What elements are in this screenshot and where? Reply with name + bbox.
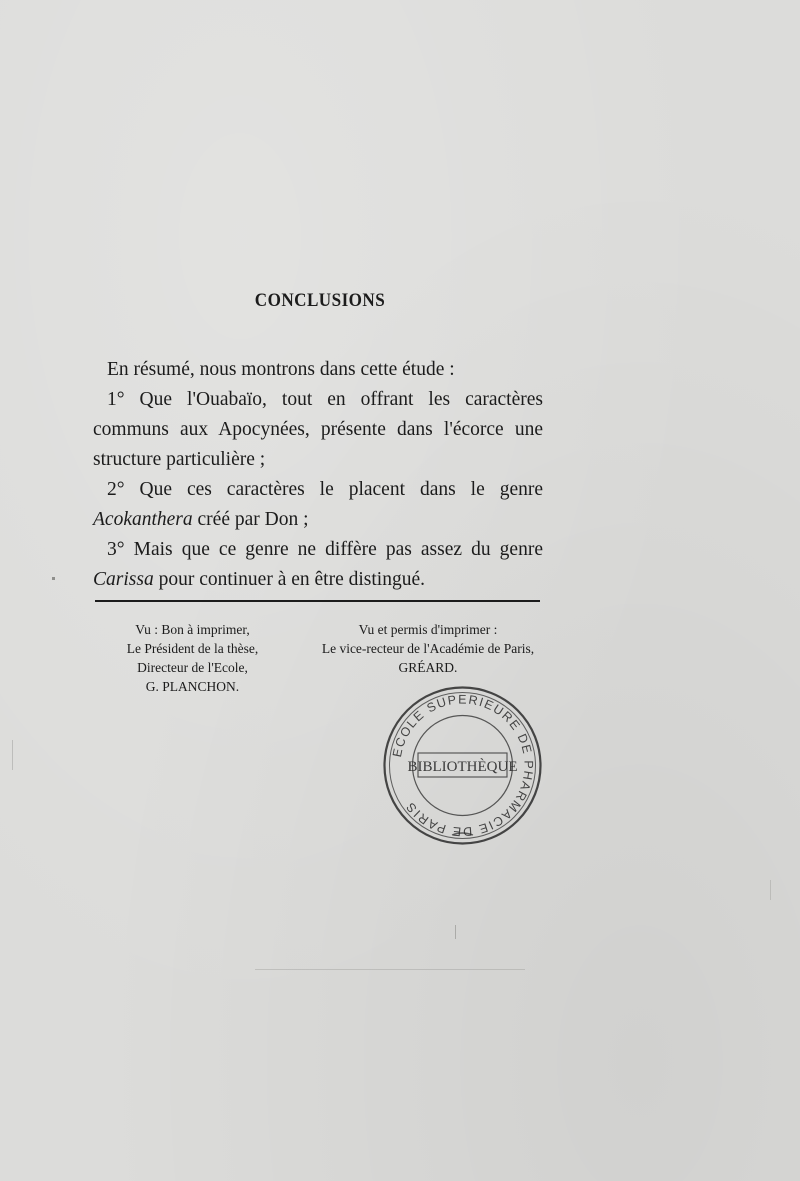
approval-left-line: Vu : Bon à imprimer, [135, 622, 250, 637]
approval-right-line: Le vice-recteur de l'Académie de Paris, [321, 641, 535, 656]
genus-carissa: Carissa [93, 569, 154, 590]
paper-speck [455, 925, 456, 939]
approval-right-block [283, 620, 573, 677]
stamp-ring-path: ECOLE SUPERIEURE DE PHARMACIE DE PARIS [390, 692, 536, 839]
stamp-center-text: BIBLIOTHÈQUE [407, 759, 518, 775]
conclusion-3-text-end: pour continuer à en être distingué. [153, 569, 425, 590]
conclusion-1: 1° Que l'Ouabaïo, tout en offrant les caractères communs aux Apocynées, présente dans l'écorce une structure particulière ; [93, 389, 543, 470]
conclusions-body [93, 355, 543, 595]
approval-right-signatory: GRÉARD. [398, 660, 458, 675]
paper-bleedthrough [255, 969, 525, 970]
conclusion-2-text-start: 2° Que ces caractères le placent dans le genre [107, 479, 543, 500]
conclusion-3 [93, 535, 543, 595]
section-divider [95, 600, 540, 602]
conclusion-2 [93, 475, 543, 535]
approval-left-line: Directeur de l'Ecole, [137, 660, 248, 675]
page-title: CONCLUSIONS [254, 290, 386, 311]
paper-speck [52, 577, 55, 580]
intro-paragraph: En résumé, nous montrons dans cette étude : [107, 359, 455, 380]
approval-left-line: Le Président de la thèse, [126, 641, 259, 656]
conclusion-2-text-end: créé par Don ; [192, 509, 309, 530]
approval-left-signatory: G. PLANCHON. [145, 679, 240, 694]
paper-speck [770, 880, 771, 900]
genus-acokanthera: Acokanthera [93, 509, 193, 530]
approval-left-block [90, 620, 295, 696]
library-stamp [380, 683, 545, 848]
conclusion-3-text-start: 3° Mais que ce genre ne diffère pas assez du genre [107, 539, 543, 560]
approval-right-line: Vu et permis d'imprimer : [358, 622, 498, 637]
paper-speck [12, 740, 13, 770]
